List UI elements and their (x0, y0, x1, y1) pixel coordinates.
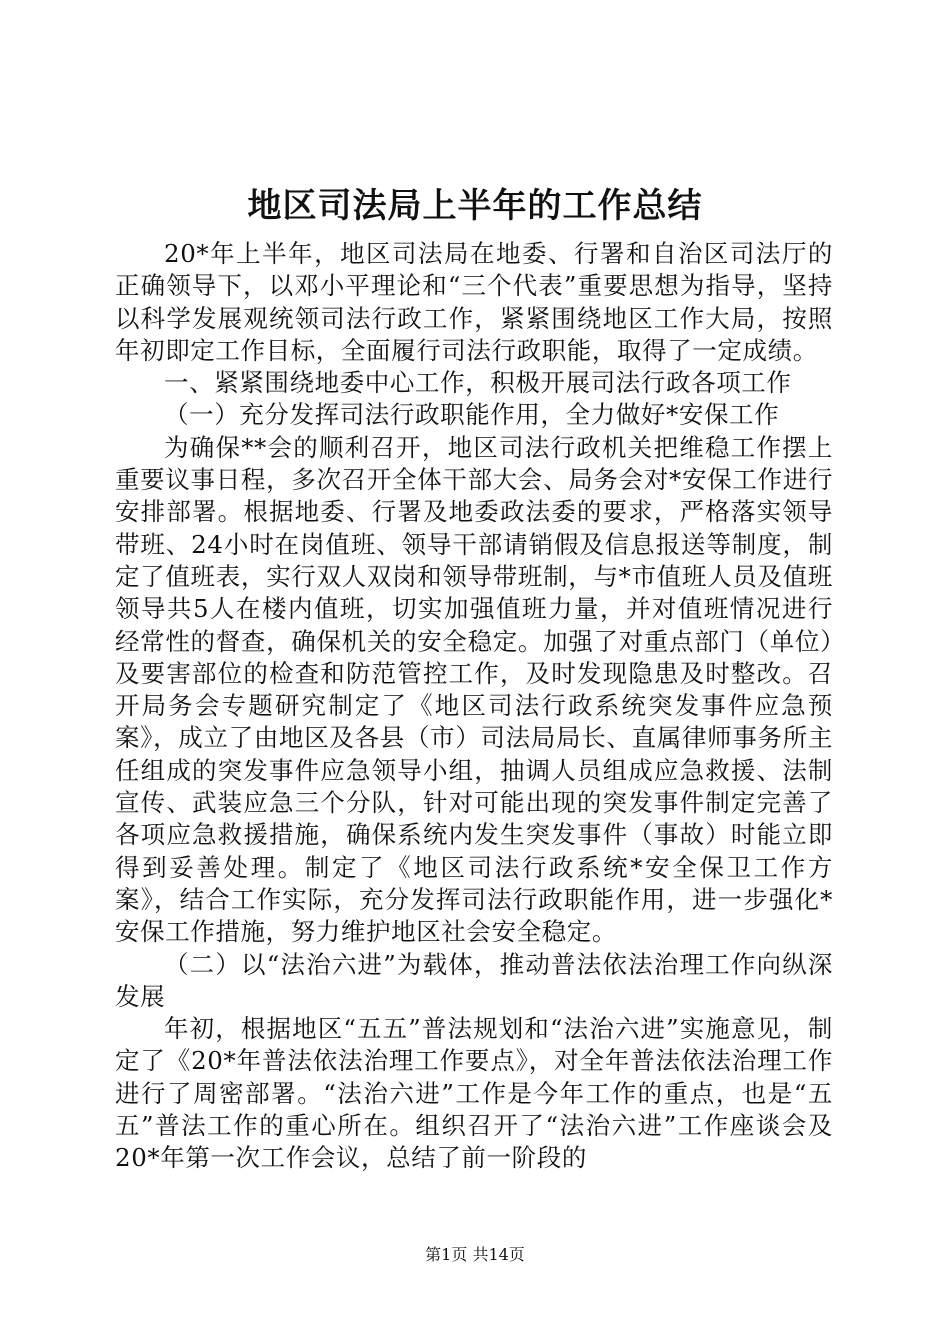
paragraph-legal-education: 年初，根据地区“五五”普法规划和“法治六进”实施意见，制定了《20*年普法依法治理工作要点》，对全年普法依法治理工作进行了周密部署。“法治六进”工作是今年工作的重点，也是“五五”普法工作的重心所在。组织召开了“法治六进”工作座谈会及20*年第一次工作会议，总结了前一阶段的 (115, 1014, 833, 1173)
subsection-heading-1: （一）充分发挥司法行政职能作用，全力做好*安保工作 (164, 400, 780, 430)
paragraph-security: 为确保**会的顺利召开，地区司法行政机关把维稳工作摆上重要议事日程，多次召开全体干部大会、局务会对*安保工作进行安排部署。根据地委、行署及地委政法委的要求，严格落实领导带班、24小时在岗值班、领导干部请销假及信息报送等制度，制定了值班表，实行双人双岗和领导带班制，与*市值班人员及值班领导共5人在楼内值班，切实加强值班力量，并对值班情况进行经常性的督查，确保机关的安全稳定。加强了对重点部门（单位）及要害部位的检查和防范管控工作，及时发现隐患及时整改。召开局务会专题研究制定了《地区司法行政系统突发事件应急预案》，成立了由地区及各县（市）司法局局长、直属律师事务所主任组成的突发事件应急领导小组，抽调人员组成应急救援、法制宣传、武装应急三个分队，针对可能出现的突发事件制定完善了各项应急救援措施，确保系统内发生突发事件（事故）时能立即得到妥善处理。制定了《地区司法行政系统*安全保卫工作方案》，结合工作实际，充分发挥司法行政职能作用，进一步强化*安保工作措施，努力维护地区社会安全稳定。 (115, 432, 833, 947)
paragraph-intro: 20*年上半年，地区司法局在地委、行署和自治区司法厅的正确领导下，以邓小平理论和“三个代表”重要思想为指导，坚持以科学发展观统领司法行政工作，紧紧围绕地区工作大局，按照年初即定工作目标，全面履行司法行政职能，取得了一定成绩。 (115, 239, 833, 365)
section-heading-1: 一、紧紧围绕地委中心工作，积极开展司法行政各项工作 (164, 368, 792, 398)
document-title: 地区司法局上半年的工作总结 (247, 186, 703, 226)
document-body (115, 238, 833, 1175)
page-number: 第1页 共14页 (425, 1245, 525, 1264)
subsection-heading-2: （二）以“法治六进”为载体，推动普法依法治理工作向纵深发展 (115, 949, 833, 1011)
